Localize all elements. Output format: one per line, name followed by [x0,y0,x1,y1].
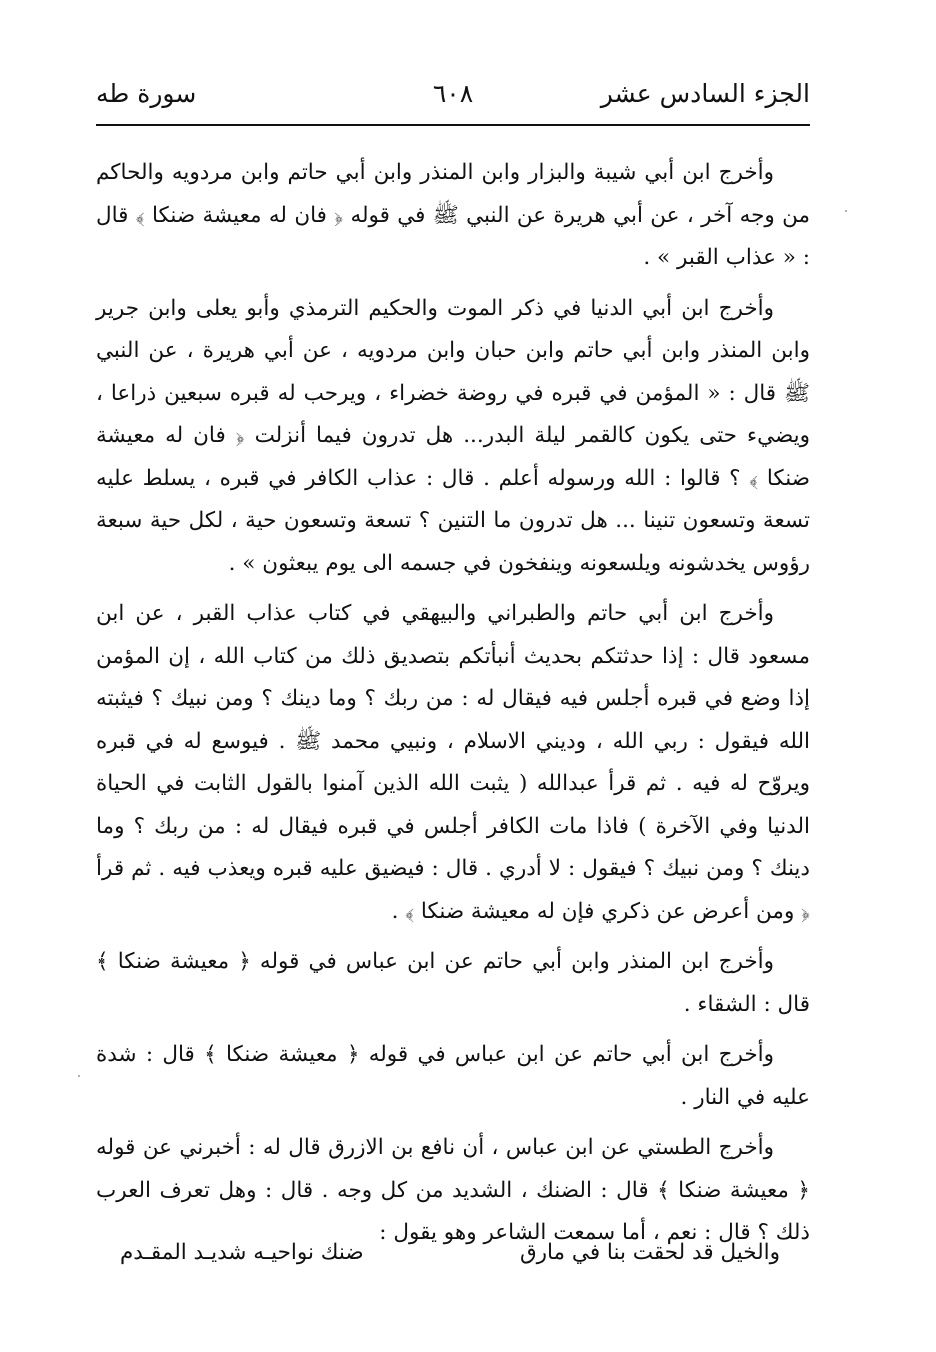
verse-second-hemistich: ضنك نواحيـه شديـد المقـدم [120,1240,364,1265]
surah-label: سورة طه [96,79,197,108]
part-label: الجزء السادس عشر [600,79,810,108]
paragraph-6: وأخرج الطستي عن ابن عباس ، أن نافع بن الازرق قال له : أخبرني عن قوله ﴿ معيشة ضنكا ﴾ قال : الضنك ، الشديد من كل وجه . قال : وهل تعرف العرب ذلك ؟ قال : نعم ، أما سمعت الشاعر وهو يقول : [96,1135,810,1245]
page-number: ٦٠٨ [432,79,474,108]
paragraph-1: وأخرج ابن أبي شيبة والبزار وابن المنذر وابن أبي حاتم وابن مردويه والحاكم من وجه آخر ، عن أبي هريرة عن النبي ﷺ في قوله ﴿ فان له معيشة ضنكا ﴾ قال : « عذاب القبر » . [96,160,810,270]
page-header [96,74,810,114]
body-text [96,152,810,1263]
paragraph-3: وأخرج ابن أبي حاتم والطبراني والبيهقي في كتاب عذاب القبر ، عن ابن مسعود قال : إذا حدثتكم بحديث أنبأتكم بتصديق ذلك من كتاب الله ، إن المؤمن إذا وضع في قبره أجلس فيه فيقال له : من ربك ؟ وما دينك ؟ ومن نبيك ؟ فيثبته الله فيقول : ربي الله ، وديني الاسلام ، ونبيي محمد ﷺ . فيوسع له في قبره ويروّح له فيه . ثم قرأ عبدالله ( يثبت الله الذين آمنوا بالقول الثابت في الحياة الدنيا وفي الآخرة ) فاذا مات الكافر أجلس في قبره فيقال له : من ربك ؟ وما دينك ؟ ومن نبيك ؟ فيقول : لا أدري . قال : فيضيق عليه قبره ويعذب فيه . ثم قرأ ﴿ ومن أعرض عن ذكري فإن له معيشة ضنكا ﴾ . [96,601,810,924]
verse-first-hemistich: والخيل قد لحقت بنا في مارق [519,1240,780,1265]
scan-speck [78,1075,80,1077]
paragraph-4: وأخرج ابن المنذر وابن أبي حاتم عن ابن عباس في قوله ﴿ معيشة ضنكا ﴾ قال : الشقاء . [96,949,810,1017]
paragraph-5: وأخرج ابن أبي حاتم عن ابن عباس في قوله ﴿ معيشة ضنكا ﴾ قال : شدة عليه في النار . [96,1042,810,1110]
paragraph-2: وأخرج ابن أبي الدنيا في ذكر الموت والحكيم الترمذي وأبو يعلى وابن جرير وابن المنذر وابن أبي حاتم وابن حبان وابن مردويه ، عن أبي هريرة ، عن النبي ﷺ قال : « المؤمن في قبره في روضة خضراء ، ويرحب له قبره سبعين ذراعا ، ويضيء حتى يكون كالقمر ليلة البدر... هل تدرون فيما أنزلت ﴿ فان له معيشة ضنكا ﴾ ؟ قالوا : الله ورسوله أعلم . قال : عذاب الكافر في قبره ، يسلط عليه تسعة وتسعون تنينا ... هل تدرون ما التنين ؟ تسعة وتسعون حية ، لكل حية سبعة رؤوس يخدشونه ويلسعونه وينفخون في جسمه الى يوم يبعثون » . [96,295,810,576]
scan-speck [845,210,847,212]
header-divider [96,124,810,126]
